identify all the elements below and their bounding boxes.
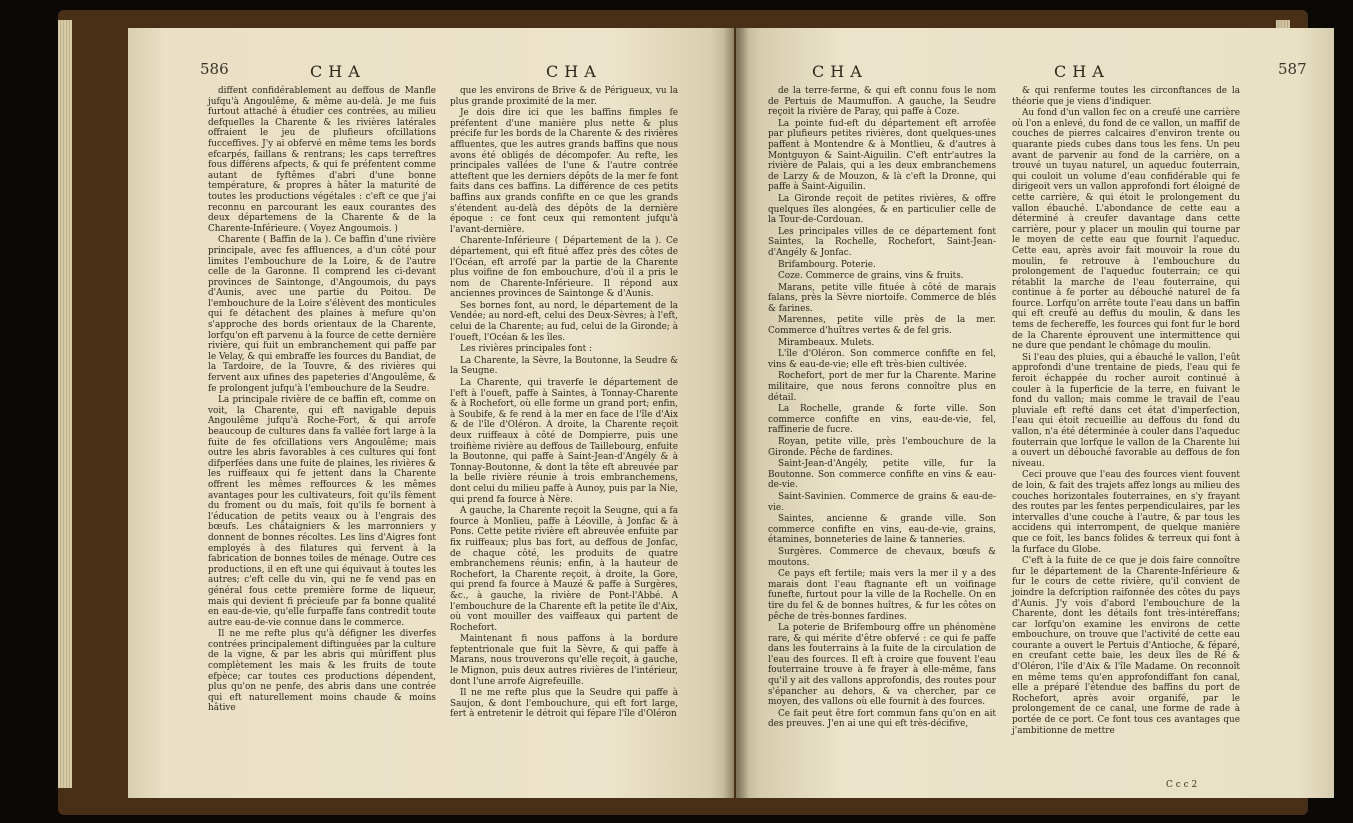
paragraph: que les environs de Brive & de Périgueux, vu la plus grande proximité de la mer. bbox=[450, 86, 678, 107]
paragraph: A gauche, la Charente reçoit la Seugne, qui a fa fource à Monlieu, paffe à Léoville, à Jonfac & à Pons. Cette petite rivière eft abreuvée enfuite par fix ruiffeaux; plus bas fort, au deffous de Jonfac, de chaque côté, les produits de quatre embranchemens réunis; enfin, à la hauteur de Rochefort, la Charente reçoit, à droite, la Gore, qui prend fa fource à Mauzé & paffe à Surgères, &c., à gauche, la rivière de Pont-l'Abbé. A l'embouchure de la Charente eft la petite île d'Aix, où vont mouiller des vaiffeaux qui partent de Rochefort. bbox=[450, 506, 678, 633]
paragraph: Marans, petite ville fituée à côté de marais falans, près la Sèvre niortoife. Commerce de blés & farines. bbox=[768, 282, 996, 314]
paragraph: La Charente, la Sèvre, la Boutonne, la Seudre & la Seugne. bbox=[450, 355, 678, 377]
paragraph: Royan, petite ville, près l'embouchure de la Gironde. Pêche de fardines. bbox=[768, 437, 996, 458]
paragraph: L'île d'Oléron. Son commerce confifte en fel, vins & eau-de-vie; elle eft très-bien cultivée. bbox=[768, 349, 996, 370]
left-page-number: 586 bbox=[200, 60, 229, 78]
paragraph: Il ne me refte plus que la Seudre qui paffe à Saujon, & dont l'embouchure, qui eft fort large, fert à entretenir le détroit qui fépare l'île d'Oléron bbox=[450, 688, 678, 720]
paragraph: La pointe fud-eft du département eft arrofée par plufieurs petites rivières, dont quelques-unes paffent à Montendre & à Montlieu, & d'autres à Montguyon & Saint-Aiguilin. C'eft entr'autres la rivière de Palais, qui a les deux embranchemens de Larzy & de Mouzon, & là c'eft la Dronne, qui paffe à Saint-Aiguilin. bbox=[768, 118, 996, 193]
right-page bbox=[736, 28, 1334, 798]
paragraph: Ses bornes font, au nord, le département de la Vendée; au nord-eft, celui des Deux-Sèvres; à l'eft, celui de la Charente; au fud, celui de la Gironde; à l'oueft, l'Océan & les îles. bbox=[450, 300, 678, 343]
paragraph: Saint-Jean-d'Angély, petite ville, fur la Boutonne. Son commerce confifte en vins & eau-de-vie. bbox=[768, 459, 996, 491]
paragraph: Charente-Inférieure ( Département de la ). Ce département, qui eft fitué affez près des côtes de l'Océan, eft arrofé par la partie de la Charente plus voifine de fon embouchure, d'où il a pris le nom de Charente-Inférieure. Il répond aux anciennes provinces de Saintonge & d'Aunis. bbox=[450, 236, 678, 300]
book-gutter bbox=[723, 28, 749, 798]
right-page-column-1 bbox=[768, 86, 996, 731]
paragraph: & qui renferme toutes les circonftances de la théorie que je viens d'indiquer. bbox=[1012, 86, 1240, 107]
left-page-column-1 bbox=[208, 86, 436, 715]
paragraph: La principale rivière de ce baffin eft, comme on voit, la Charente, qui eft navigable depuis Angoulême jufqu'à Roche-Fort, & qui arrofe beaucoup de cultures dans fa vallée fort large à la fuite de fes ofcillations vers Angoulême; mais outre les abris favorables à ces cultures qui font difperfées dans une fuite de plaines, les rivières & les ruiffeaux qui fe jettent dans la Charente offrent les mêmes reffources & les mêmes avantages pour les cultivateurs, foit qu'ils fèment du froment ou du maïs, foit qu'ils fe bornent à l'éducation de petits veaux ou à l'engrais des bœufs. Les châtaigniers & les marronniers y donnent de bonnes récoltes. Les lins d'Aigres font employés à des filatures qui fervent à la fabrication de bonnes toiles de ménage. Outre ces productions, il en eft une qui équivaut à toutes les autres; c'eft celle du vin, qui ne fe vend pas en général fous cette première forme de liqueur, mais qui devient fi précieufe par fa bonne qualité en eau-de-vie, qu'elle furpaffe fans contredit toute autre eau-de-vie connue dans le commerce. bbox=[208, 395, 436, 628]
right-page-header-1: CHA bbox=[812, 62, 868, 81]
left-page bbox=[128, 28, 734, 798]
paragraph: La Rochelle, grande & forte ville. Son commerce confifte en vins, eau-de-vie, fel, raffinerie de fucre. bbox=[768, 404, 996, 436]
paragraph: Brifambourg. Poterie. bbox=[778, 259, 876, 270]
paragraph: Ce fait peut être fort commun fans qu'on en ait des preuves. J'en ai une qui eft très-décifive, bbox=[768, 708, 996, 730]
paragraph: Si l'eau des pluies, qui a ébauché le vallon, l'eût approfondi d'une trentaine de pieds, l'eau qui fe feroit échappée du rocher auroit continué à couler à la fuperficie de la terre, en fuivant le fond du vallon; mais comme le travail de l'eau pluviale eft refté dans cet état d'imperfection, l'eau qui étoit recueillie au deffous du fond du vallon, n'a été déterminée à couler dans l'aqueduc fouterrain que lorfque le vallon de la Charente lui a ouvert un débouché favorable au deffous de fon niveau. bbox=[1012, 352, 1240, 469]
paragraph: La Charente, qui traverfe le département de l'eft à l'oueft, paffe à Saintes, à Tonnay-Charente & à Rochefort, où elle forme un grand port; enfin, à Soubife, & fe rend à la mer en face de l'île d'Aix & de l'île d'Oléron. A droite, la Charente reçoit deux ruiffeaux à côté de Dompierre, puis une troifième rivière au deffous de Taillebourg, enfuite la Boutonne, qui paffe à Saint-Jean-d'Angély & à Tonnay-Boutonne, & dont la tête eft abreuvée par la belle rivière réunie à trois embranchemens, dont celui du milieu paffe à Aunoy, puis par la Nie, qui prend fa fource à Nère. bbox=[450, 378, 678, 505]
right-page-number: 587 bbox=[1278, 60, 1307, 78]
paragraph: Mirambeaux. Mulets. bbox=[778, 337, 875, 348]
left-page-header-1: CHA bbox=[310, 62, 366, 81]
paragraph: Marennes, petite ville près de la mer. Commerce d'huîtres vertes & de fel gris. bbox=[768, 315, 996, 337]
paragraph: Coze. Commerce de grains, vins & fruits. bbox=[778, 271, 964, 282]
paragraph: Ce pays eft fertile; mais vers la mer il y a des marais dont l'eau ftagnante eft un voifinage funefte, furtout pour la ville de la Rochelle. On en tire du fel & de bonnes huîtres, & fur les côtes on pêche de très-bonnes fardines. bbox=[768, 569, 996, 622]
paragraph: La Gironde reçoit de petites rivières, & offre quelques îles alongées, & en particulier celle de la Tour-de-Cordouan. bbox=[768, 193, 996, 226]
right-page-column-2 bbox=[1012, 86, 1240, 737]
right-page-header-2: CHA bbox=[1054, 62, 1110, 81]
paragraph: Ceci prouve que l'eau des fources vient fouvent de loin, & fait des trajets affez longs au milieu des couches horizontales fouterraines, en s'y frayant des routes par les fentes perpendiculaires, par les intervalles d'une couche à l'autre, & par tous les accidens qui interrompent, de quelque manière que ce foit, les bancs folides & terreux qui font à la furface du Globe. bbox=[1012, 470, 1240, 555]
paragraph: Saint-Savinien. Commerce de grains & eau-de-vie. bbox=[768, 491, 996, 513]
left-page-column-2 bbox=[450, 86, 678, 721]
paragraph: Il ne me refte plus qu'à défigner les diverfes contrées principalement diftinguées par la culture de la vigne, & par les abris qui mûriffent plus complètement les mais & les fruits de toute efpèce; car toutes ces productions dépendent, plus qu'on ne penfe, des abris dans une contrée qui eft naturellement moins chaude & moins hâtive bbox=[208, 629, 436, 714]
paragraph: Au fond d'un vallon fec on a creufé une carrière où l'on a enlevé, du fond de ce vallon, un maffif de couches de pierres calcaires d'environ trente ou quarante pieds cubes dans tous les fens. Un peu avant de parvenir au fond de la carrière, on a trouvé un tuyau naturel, un aqueduc fouterrain, qui couloit un volume d'eau confidérable qui fe dirigeoit vers un vallon approfondi fort éloigné de cette carrière, & qui étoit le prolongement du vallon ébauché. L'abondance de cette eau a déterminé à creufer davantage dans cette carrière, pour y placer un moulin qui tourne par le moyen de cette eau que fournit l'aqueduc. Cette eau, après avoir fait mouvoir la roue du moulin, fe retrouve à l'embouchure du prolongement de l'aqueduc fouterrain; ce qui rétablit la marche de l'eau fouterraine, qui continue à fe porter au débouché naturel de fa fource. Lorfqu'on arrête toute l'eau dans un baffin qui eft creufé au deffus du moulin, & dans les tems de fechereffe, les fources qui font fur le bord de la Charente éprouvent une intermittence qui ne dure que pendant le chômage du moulin. bbox=[1012, 108, 1240, 352]
paragraph: Charente ( Baffin de la ). Ce baffin d'une rivière principale, avec fes affluences, a d'un côté pour limites l'embouchure de la Loire, & de l'autre celle de la Garonne. Il comprend les ci-devant provinces de Saintonge, d'Angoumois, du pays d'Aunis, avec une partie du Poitou. De l'embouchure de la Loire s'élèvent des monticules qui fe détachent des plaines à mefure qu'on s'approche des bords orientaux de la Charente, lorfqu'on eft parvenu à la fource de cette dernière rivière, qui fuit un embranchement qui paffe par le Velay, & qui embraffe les fources du Bandiat, de la Tardoire, de la Touvre, & des rivières qui fervent aux ufines des papeteries d'Angoulême, & fe prolongent jufqu'à l'embouchure de la Seudre. bbox=[208, 235, 436, 394]
paragraph: Saintes, ancienne & grande ville. Son commerce confifte en vins, eau-de-vie, grains, étamines, bonneteries de laine & tanneries. bbox=[768, 514, 996, 546]
paragraph: Les principales villes de ce département font Saintes, la Rochelle, Rochefort, Saint-Jean-d'Angély & Jonfac. bbox=[768, 226, 996, 258]
paragraph: Maintenant fi nous paffons à la bordure feptentrionale que fuit la Sèvre, & qui paffe à Marans, nous trouverons qu'elle reçoit, à gauche, le Mignon, puis deux autres rivières de l'intérieur, dont l'une arrofe Aigrefeuille. bbox=[450, 634, 678, 687]
paragraph: de la terre-ferme, & qui eft connu fous le nom de Pertuis de Maumuffon. A gauche, la Seudre reçoit la rivière de Paray, qui paffe à Coze. bbox=[768, 86, 996, 118]
paragraph: Les rivières principales font : bbox=[460, 344, 593, 355]
paragraph: Rochefort, port de mer fur la Charente. Marine militaire, que nous ferons connoître plus en détail. bbox=[768, 371, 996, 403]
paragraph: Je dois dire ici que les baffins fimples fe préfentent d'une manière plus nette & plus précife fur les bords de la Charente & des rivières affluentes, que les autres grands baffins que nous avons été obligés de décompofer. Au refte, les principales vallées de l'une & l'autre contrée atteftent que les derniers dépôts de la mer fe font faits dans ces baffins. La différence de ces petits baffins aux grands confifte en ce que les grands s'étendent au-delà des dépôts de la dernière époque : ce font ceux qui remontent jufqu'à l'avant-dernière. bbox=[450, 108, 678, 235]
left-page-header-2: CHA bbox=[546, 62, 602, 81]
paragraph: La poterie de Brifembourg offre un phénomène rare, & qui mérite d'être obfervé : ce qui fe paffe dans les fouterrains à la fuite de la circulation de l'eau des fources. Il eft à croire que fouvent l'eau fouterraine trouve à fe frayer à elle-même, fans qu'il y ait des vallons approfondis, des routes pour s'épancher au dehors, & va chercher, par ce moyen, des vallons où elle fournit à des fources. bbox=[768, 623, 996, 708]
signature-mark: C c c 2 bbox=[1166, 780, 1198, 790]
paragraph: Surgères. Commerce de chevaux, bœufs & moutons. bbox=[768, 546, 996, 568]
paragraph: C'eft à la fuite de ce que je dois faire connoître fur le département de la Charente-Inférieure & fur le cours de cette rivière, qu'il convient de joindre la defcription raifonnée des côtes du pays d'Aunis. J'y vois d'abord l'embouchure de la Charente, dont les détails font très-intéreffans; car lorfqu'on examine les environs de cette embouchure, on trouve que l'activité de cette eau courante a ouvert le Pertuis d'Antioche, & féparé, en creufant cette baie, les deux îles de Ré & d'Oléron, l'île d'Aix & l'île Madame. On reconnoît en même tems qu'en approfondiffant fon canal, elle a préparé l'étendue des baffins du port de Rochefort, après avoir organifé, par le prolongement de ce canal, une forme de rade à portée de ce port. Ce font tous ces avantages que j'ambitionne de mettre bbox=[1012, 556, 1240, 736]
paragraph: diffent confidérablement au deffous de Manfle jufqu'à Angoulême, & même au-delà. Je me fuis furtout attaché à étudier ces contrées, au milieu defquelles la Charente & les rivières latérales offraient le jeu de plufieurs ofcillations fucceffives. J'y ai obfervé en même tems les bords efcarpés, faillans & rentrans; les caps terreftres fous différens afpects, & qui fe préfentent comme autant de fyftêmes d'abri d'une bonne température, & propres à hâter la maturité de toutes les productions végétales : c'eft ce que j'ai reconnu en parcourant les eaux courantes des deux départemens de la Charente & de la Charente-Inférieure. ( Voyez Angoumois. ) bbox=[208, 86, 436, 234]
